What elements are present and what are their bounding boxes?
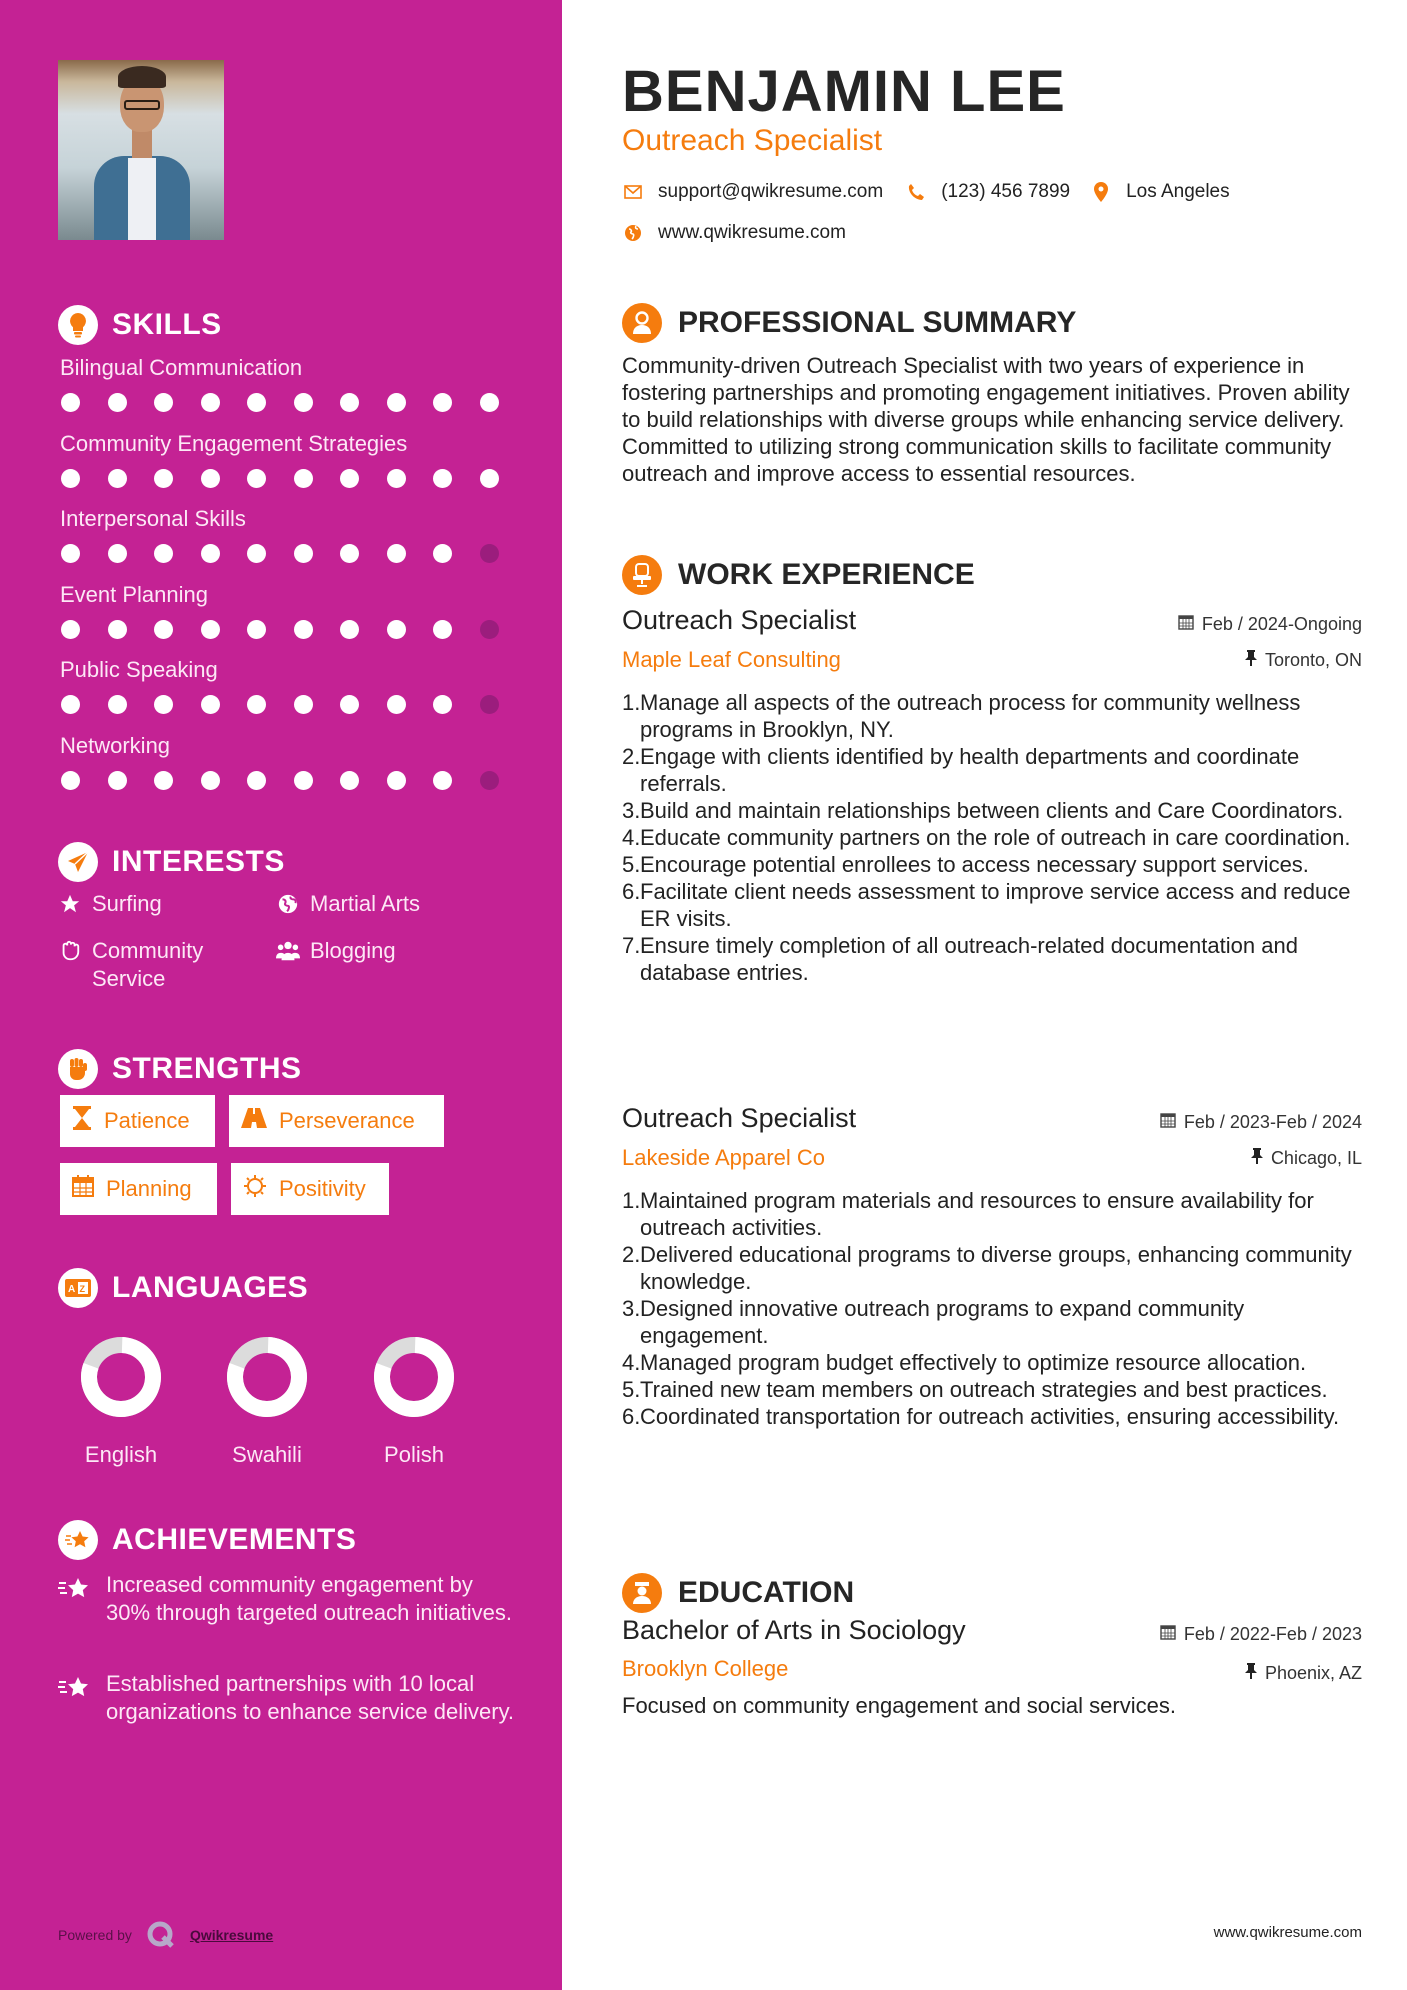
- bullet-number: 4.: [622, 825, 641, 850]
- language-label: Polish: [384, 1442, 444, 1467]
- skill-rating: [60, 620, 520, 639]
- job-bullet: [622, 1187, 1362, 1241]
- rating-dot-filled: [340, 393, 359, 412]
- skill-rating: [60, 544, 520, 563]
- rating-dot-filled: [108, 620, 127, 639]
- interest-item: [58, 890, 162, 918]
- education-dates: [1160, 1624, 1362, 1645]
- job-title: Outreach Specialist: [622, 1103, 857, 1133]
- education-heading: [622, 1573, 854, 1613]
- skills-heading: [58, 305, 222, 345]
- achievement-text: Increased community engagement by 30% through targeted outreach initiatives.: [106, 1572, 513, 1625]
- bullet-text: Facilitate client needs assessment to improve service access and reduce ER visits.: [640, 879, 1351, 931]
- rating-dot-filled: [201, 544, 220, 563]
- rating-dot-filled: [61, 544, 80, 563]
- strength-badge: [60, 1163, 217, 1215]
- bullet-number: 5.: [622, 852, 641, 877]
- education-school: Brooklyn College: [622, 1656, 789, 1681]
- calendar-icon: [1160, 1624, 1176, 1645]
- job-dates: [1178, 614, 1362, 635]
- fist-icon: [58, 1049, 98, 1089]
- rating-dot-filled: [108, 393, 127, 412]
- shooting-star-icon: [58, 1670, 92, 1726]
- education-title: EDUCATION: [678, 1576, 855, 1609]
- sidebar: [0, 0, 562, 1990]
- rating-dot-filled: [433, 695, 452, 714]
- bullet-text: Designed innovative outreach programs to expand community engagement.: [640, 1296, 1245, 1348]
- website-row: [622, 222, 846, 244]
- hand-icon: [58, 937, 82, 993]
- skill-label: Public Speaking: [60, 657, 218, 682]
- strengths-heading: [58, 1049, 302, 1089]
- language-donut: [79, 1335, 163, 1419]
- rating-dot-filled: [387, 695, 406, 714]
- rating-dot-filled: [340, 695, 359, 714]
- rating-dot-filled: [387, 544, 406, 563]
- rating-dot-filled: [433, 469, 452, 488]
- globe-icon: [622, 222, 644, 244]
- bullet-number: 6.: [622, 879, 641, 904]
- rating-dot-filled: [108, 695, 127, 714]
- rating-dot-filled: [480, 469, 499, 488]
- bullet-number: 4.: [622, 1350, 641, 1375]
- candidate-role: Outreach Specialist: [622, 124, 883, 157]
- office-chair-icon: [622, 555, 662, 595]
- candidate-name: BENJAMIN LEE: [622, 59, 1066, 124]
- shooting-star-icon: [58, 1520, 98, 1560]
- job-dates-text: Feb / 2023-Feb / 2024: [1183, 1112, 1362, 1132]
- summary-text: Community-driven Outreach Specialist with two years of experience in fostering partnerships and promoting engagement initiatives. Proven ability to build relationships with diverse groups while enhancing service delivery. Committed to utilizing strong communication skills to facilitate community outreach and improve access to essential resources.: [622, 353, 1350, 486]
- language-item: [61, 1335, 181, 1468]
- powered-by-label: Powered by: [58, 1927, 132, 1943]
- job-bullet: [622, 743, 1362, 797]
- skill-label: Interpersonal Skills: [60, 506, 246, 531]
- bullet-text: Ensure timely completion of all outreach-related documentation and database entries.: [640, 933, 1298, 985]
- job-bullet: [622, 851, 1362, 878]
- rating-dot-filled: [340, 620, 359, 639]
- rating-dot-filled: [294, 620, 313, 639]
- skill-item: [60, 429, 520, 488]
- svg-text:A: A: [68, 1284, 76, 1295]
- bullet-text: Delivered educational programs to diverse groups, enhancing community knowledge.: [640, 1242, 1352, 1294]
- rating-dot-filled: [387, 620, 406, 639]
- interest-item: [276, 937, 396, 965]
- rating-dot-filled: [433, 771, 452, 790]
- interest-item: [58, 937, 258, 993]
- website-link[interactable]: www.qwikresume.com: [658, 222, 846, 243]
- skill-rating: [60, 469, 520, 488]
- email-link[interactable]: support@qwikresume.com: [658, 181, 884, 202]
- strength-label: Perseverance: [279, 1108, 415, 1133]
- job-bullet: [622, 932, 1362, 986]
- job-company: Maple Leaf Consulting: [622, 647, 841, 672]
- pushpin-icon: [1245, 650, 1257, 671]
- rating-dot-filled: [387, 771, 406, 790]
- qwikresume-logo-icon: [146, 1920, 176, 1950]
- rating-dot-filled: [201, 695, 220, 714]
- pushpin-icon: [1251, 1148, 1263, 1169]
- experience-heading: [622, 555, 975, 595]
- skill-item: [60, 504, 520, 563]
- rating-dot-filled: [201, 469, 220, 488]
- strength-label: Positivity: [279, 1176, 366, 1201]
- rating-dot-empty: [480, 620, 499, 639]
- bullet-text: Managed program budget effectively to optimize resource allocation.: [640, 1350, 1307, 1375]
- rating-dot-filled: [154, 620, 173, 639]
- job-bullet: [622, 1295, 1362, 1349]
- interests-heading: [58, 842, 285, 882]
- skill-rating: [60, 393, 520, 412]
- education-dates-text: Feb / 2022-Feb / 2023: [1183, 1624, 1362, 1644]
- users-icon: [276, 937, 300, 965]
- skill-item: [60, 353, 520, 412]
- job-company: Lakeside Apparel Co: [622, 1145, 826, 1170]
- star-icon: [58, 890, 82, 918]
- bullet-number: 7.: [622, 933, 641, 958]
- envelope-icon: [622, 181, 644, 203]
- interest-label: Blogging: [310, 938, 396, 963]
- powered-by: [58, 1920, 273, 1950]
- rating-dot-filled: [61, 469, 80, 488]
- language-donut: [372, 1335, 456, 1419]
- rating-dot-filled: [61, 393, 80, 412]
- rating-dot-filled: [340, 771, 359, 790]
- bullet-number: 6.: [622, 1404, 641, 1429]
- rating-dot-filled: [294, 771, 313, 790]
- skill-item: [60, 580, 520, 639]
- rating-dot-filled: [247, 620, 266, 639]
- skill-label: Networking: [60, 732, 171, 758]
- job-location-text: Toronto, ON: [1264, 650, 1362, 670]
- paper-plane-icon: [58, 842, 98, 882]
- rating-dot-filled: [433, 393, 452, 412]
- rating-dot-filled: [387, 393, 406, 412]
- achievement-item: [58, 1571, 518, 1627]
- location: Los Angeles: [1126, 181, 1230, 202]
- skill-item: [60, 655, 520, 714]
- rating-dot-filled: [201, 393, 220, 412]
- achievements-heading: [58, 1520, 356, 1560]
- footer-website[interactable]: www.qwikresume.com: [1213, 1924, 1362, 1941]
- job-bullet: [622, 1349, 1362, 1376]
- rating-dot-filled: [247, 695, 266, 714]
- bullet-text: Trained new team members on outreach strategies and best practices.: [640, 1377, 1328, 1402]
- bullet-text: Coordinated transportation for outreach activities, ensuring accessibility.: [640, 1404, 1340, 1429]
- language-item: [354, 1335, 474, 1468]
- strength-badge: [229, 1095, 444, 1147]
- job-bullet: [622, 1241, 1362, 1295]
- job-bullets: [622, 1187, 1362, 1430]
- rating-dot-filled: [61, 771, 80, 790]
- bullet-text: Maintained program materials and resources to ensure availability for outreach activities.: [640, 1188, 1314, 1240]
- sun-icon: [243, 1174, 267, 1204]
- rating-dot-filled: [154, 695, 173, 714]
- rating-dot-filled: [154, 544, 173, 563]
- rating-dot-empty: [480, 544, 499, 563]
- bullet-text: Build and maintain relationships between clients and Care Coordinators.: [640, 798, 1344, 823]
- job-bullets: [622, 689, 1362, 986]
- job-bullet: [622, 1403, 1362, 1430]
- rating-dot-filled: [108, 469, 127, 488]
- rating-dot-filled: [108, 544, 127, 563]
- achievement-item: [58, 1670, 518, 1726]
- bullet-number: 5.: [622, 1377, 641, 1402]
- summary-heading: [622, 303, 1076, 343]
- rating-dot-filled: [61, 620, 80, 639]
- bullet-number: 3.: [622, 798, 641, 823]
- rating-dot-filled: [247, 544, 266, 563]
- rating-dot-filled: [340, 544, 359, 563]
- pushpin-icon: [1245, 1663, 1257, 1684]
- phone-icon: [905, 181, 927, 203]
- rating-dot-filled: [108, 771, 127, 790]
- interest-label: Surfing: [92, 891, 162, 916]
- strength-label: Patience: [104, 1108, 190, 1133]
- main-content: [622, 0, 1362, 1990]
- skill-rating: [60, 695, 520, 714]
- rating-dot-empty: [480, 771, 499, 790]
- job-dates-text: Feb / 2024-Ongoing: [1201, 614, 1362, 634]
- profile-photo: [58, 60, 224, 240]
- rating-dot-filled: [247, 771, 266, 790]
- graduate-icon: [622, 1573, 662, 1613]
- job-location: [1245, 650, 1362, 671]
- rating-dot-empty: [480, 695, 499, 714]
- education-degree: Bachelor of Arts in Sociology: [622, 1615, 966, 1645]
- globe-icon: [276, 890, 300, 918]
- rating-dot-filled: [294, 544, 313, 563]
- summary-title: PROFESSIONAL SUMMARY: [678, 306, 1077, 339]
- job-title: Outreach Specialist: [622, 605, 857, 635]
- bullet-text: Manage all aspects of the outreach process for community wellness programs in Brooklyn, NY.: [640, 690, 1301, 742]
- contact-row: [622, 181, 1230, 203]
- experience-title: WORK EXPERIENCE: [678, 558, 975, 591]
- rating-dot-filled: [201, 620, 220, 639]
- bullet-text: Encourage potential enrollees to access necessary support services.: [640, 852, 1309, 877]
- bullet-number: 1.: [622, 1188, 641, 1213]
- strengths-title: STRENGTHS: [112, 1052, 302, 1085]
- skill-rating: [60, 771, 520, 790]
- rating-dot-filled: [433, 620, 452, 639]
- education-location-text: Phoenix, AZ: [1264, 1663, 1362, 1683]
- bullet-number: 2.: [622, 744, 641, 769]
- rating-dot-filled: [154, 469, 173, 488]
- rating-dot-filled: [247, 393, 266, 412]
- strength-label: Planning: [106, 1176, 192, 1201]
- job-bullet: [622, 878, 1362, 932]
- bullet-text: Engage with clients identified by health departments and coordinate referrals.: [640, 744, 1300, 796]
- job-bullet: [622, 689, 1362, 743]
- language-label: Swahili: [232, 1442, 302, 1467]
- bullet-text: Educate community partners on the role of outreach in care coordination.: [640, 825, 1351, 850]
- language-donut: [225, 1335, 309, 1419]
- interest-item: [276, 890, 420, 918]
- rating-dot-filled: [61, 695, 80, 714]
- education-location: [1245, 1663, 1362, 1684]
- languages-title: LANGUAGES: [112, 1271, 309, 1304]
- calendar-icon: [1178, 614, 1194, 635]
- rating-dot-filled: [154, 393, 173, 412]
- job-bullet: [622, 797, 1362, 824]
- phone-number: (123) 456 7899: [941, 181, 1071, 202]
- interest-label: Community Service: [92, 938, 204, 991]
- svg-text:Z: Z: [79, 1284, 85, 1294]
- map-pin-icon: [1090, 181, 1112, 203]
- translate-icon: [58, 1268, 98, 1308]
- rating-dot-filled: [480, 393, 499, 412]
- skill-item: [60, 731, 520, 790]
- skill-label: Community Engagement Strategies: [60, 430, 408, 456]
- qwikresume-link[interactable]: Qwikresume: [189, 1927, 274, 1943]
- road-icon: [241, 1108, 267, 1134]
- job-location-text: Chicago, IL: [1270, 1148, 1362, 1168]
- job-location: [1251, 1148, 1362, 1169]
- skill-label: Bilingual Communication: [60, 355, 303, 380]
- bullet-number: 2.: [622, 1242, 641, 1267]
- bullet-number: 1.: [622, 690, 641, 715]
- education-description: Focused on community engagement and social services.: [622, 1693, 1176, 1718]
- calendar-icon: [1160, 1112, 1176, 1133]
- bullet-number: 3.: [622, 1296, 641, 1321]
- achievement-text: Established partnerships with 10 local organizations to enhance service delivery.: [106, 1671, 515, 1724]
- interest-label: Martial Arts: [310, 891, 421, 916]
- job-bullet: [622, 824, 1362, 851]
- achievements-title: ACHIEVEMENTS: [112, 1523, 357, 1556]
- rating-dot-filled: [154, 771, 173, 790]
- rating-dot-filled: [294, 695, 313, 714]
- rating-dot-filled: [294, 393, 313, 412]
- skill-label: Event Planning: [60, 581, 208, 607]
- job-dates: [1160, 1112, 1362, 1133]
- language-item: [207, 1335, 327, 1468]
- rating-dot-filled: [387, 469, 406, 488]
- rating-dot-filled: [433, 544, 452, 563]
- calendar-icon: [72, 1175, 94, 1203]
- job-bullet: [622, 1376, 1362, 1403]
- rating-dot-filled: [294, 469, 313, 488]
- language-label: English: [84, 1442, 158, 1467]
- rating-dot-filled: [201, 771, 220, 790]
- rating-dot-filled: [340, 469, 359, 488]
- user-icon: [622, 303, 662, 343]
- languages-heading: [58, 1268, 308, 1308]
- shooting-star-icon: [58, 1571, 92, 1627]
- skills-title: SKILLS: [112, 308, 222, 341]
- interests-title: INTERESTS: [112, 845, 285, 878]
- strength-badge: [60, 1095, 215, 1147]
- strength-badge: [231, 1163, 389, 1215]
- hourglass-icon: [72, 1106, 92, 1136]
- rating-dot-filled: [247, 469, 266, 488]
- lightbulb-icon: [58, 305, 98, 345]
